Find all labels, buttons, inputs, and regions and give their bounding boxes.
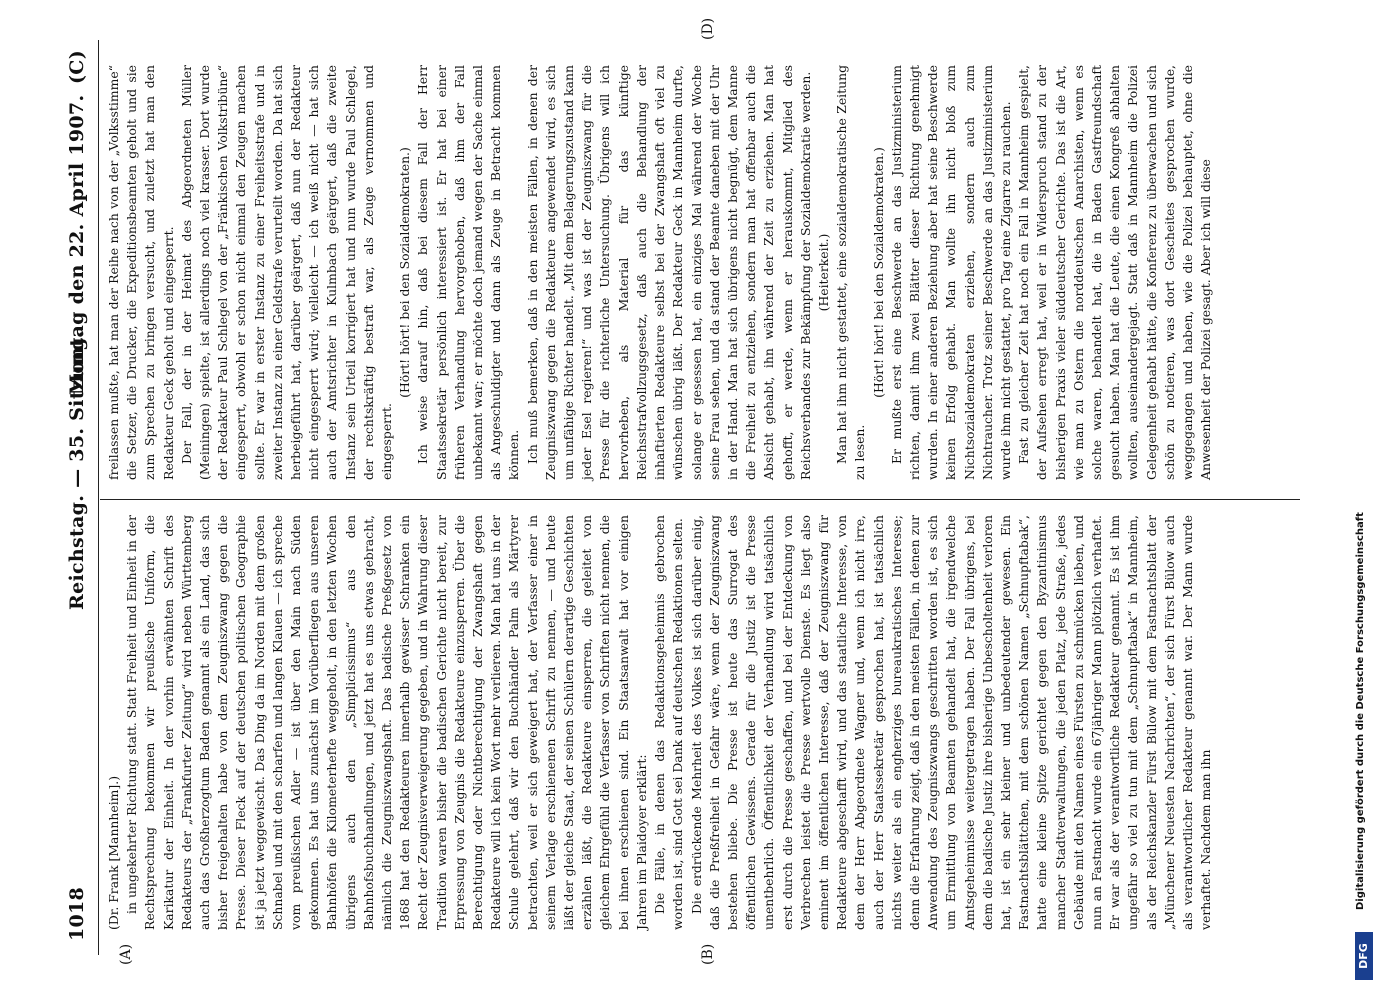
left-paragraph: Die Fälle, in denen das Redaktionsgeheimnis gebrochen worden ist, sind Gott sei Dank auf deutschen Redaktionen selten. <box>652 515 686 930</box>
right-paragraph: Man hat ihm nicht gestattet, eine sozialdemokratische Zeitung zu lesen. <box>834 65 868 480</box>
left-column <box>105 515 1215 930</box>
left-paragraph: Die erdrückende Mehrheit des Volkes ist sich darüber einig, daß die Preßfreiheit in Gefahr wäre, wenn der Zeugniszwang bestehen bliebe. Die Presse ist heute das Surrogat des öffentlichen Gewissens. Gerade für die Justiz ist die Presse unentbehrlich. Öffentlichkeit der Verhandlung wird tatsächlich erst durch die Presse geschaffen, und bei der Entdeckung von Verbrechen leistet die Presse wertvolle Dienste. Es liegt also eminent im öffentlichen Interesse, daß der Zeugniszwang für Redakteure abgeschafft wird, und das staatliche Interesse, von dem der Herr Abgeordnete Wagner und, wenn ich nicht irre, auch der Herr Staatssekretär gesprochen hat, ist tatsächlich nichts weiter als ein engherziges bureaukratisches Interesse; denn die Erfahrung zeigt, daß in den meisten Fällen, in denen zur Anwendung des Zeugniszwangs geschritten worden ist, es sich um Ermittlung von Beamten gehandelt hat, die irgendwelche Amtsgeheimnisse weitergetragen haben. Der Fall übrigens, bei dem die badische Justiz ihre bisherige Unbescholtenheit verloren hat, ist ein sehr kleiner und unbedeutender gewesen. Ein Fastnachtsblättchen, mit dem schönen Namen „Schnupftabak“, hatte eine kleine Spitze gerichtet gegen den Byzantinismus mancher Stadtverwaltungen, die jeden Platz, jede Straße, jedes Gebäude mit den Namen eines Fürsten zu schmücken lieben, und nun an Fastnacht wurde ein 67jähriger Mann plötzlich verhaftet. Er war als der verantwortliche Redakteur genannt. Es ist ihm ungefähr so viel zu tun mit dem „Schnupftabak“ in Mannheim, als der Reichskanzler Fürst Bülow mit dem Fastnachtsblatt der „Münchener Neuesten Nachrichten“, der sich Fürst Bülow auch als verantwortlicher Redakteur genannt war. Der Mann wurde verhaftet. Nachdem man ihn <box>688 515 1214 930</box>
interjection: (Hört! hört! bei den Sozialdemokraten.) <box>870 147 886 398</box>
header-session: Reichstag. — 35. Sitzung. <box>66 330 88 610</box>
header-right-mark: (C) <box>66 50 88 85</box>
funding-note: Digitalisierung gefördert durch die Deutsche Forschungsgemeinschaft <box>1355 512 1366 910</box>
dfg-logo: DFG <box>1355 932 1373 980</box>
right-paragraph: Er mußte erst eine Beschwerde an das Justizministerium richten, damit ihm zwei Blätter dieser Richtung genehmigt wurden. In einer anderen Beziehung aber hat seine Beschwerde keinen Erfolg gehabt. Man wollte ihn nicht bloß zum Nichtsozialdemokraten erziehen, sondern auch zum Nichtraucher. Trotz seiner Beschwerde an das Justizministerium wurde ihm nicht gestattet, pro Tag eine Zigarre zu rauchen. <box>888 65 1013 480</box>
right-paragraph: Ich muß bemerken, daß in den meisten Fällen, in denen der Zeugniszwang gegen die Redakteure angewendet wird, es sich um unfähige Richter handelt. „Mit dem Belagerungszustand kann jeder Esel regieren!“ und was ist der Zeugniszwang für die Presse für die richterliche Untersuchung. Übrigens will ich hervorheben, als Material für das künftige Reichsstrafvollzugsgesetz, daß auch die Behandlung der inhaftierten Redakteure selbst bei der Zwangshaft oft viel zu wünschen übrig läßt. Der Redakteur Geck in Mannheim durfte, solange er gesessen hat, ein einziges Mal während der Woche seine Frau sehen, und da stand der Beamte daneben mit der Uhr in der Hand. Man hat sich übrigens nicht begnügt, dem Manne die Freiheit zu entziehen, sondern man hat offenbar auch die Absicht gehabt, ihn während der Zeit zu erziehen. Man hat gehofft, er werde, wenn er herauskommt, Mitglied des Reichsverbandes zur Bekämpfung der Sozialdemokratie werden. <box>524 65 813 480</box>
right-column <box>105 65 1215 480</box>
margin-mark-d: (D) <box>700 17 716 40</box>
right-paragraph: Ich weise darauf hin, daß bei diesem Fall der Herr Staatssekretär persönlich interessiert ist. Er hat bei einer früheren Verhandlung hervorgehoben, daß ihm der Fall unbekannt war; er möchte doch jemand wegen der Sache einmal als Angeschuldigter und dann als Zeuge in Betracht kommen können. <box>415 65 522 480</box>
right-paragraph: Fast zu gleicher Zeit hat noch ein Fall in Mannheim gespielt, der Aufsehen erregt hat, weil er in Widerspruch stand zu der bisherigen Praxis vieler süddeutscher Gerichte. Das ist die Art, wie man zu Ostern die norddeutschen Anarchisten, wenn es solche waren, behandelt hat, die in Baden Gastfreundschaft gesucht haben. Man hat die Leute, die einen Kongreß abhalten wollten, auseinandergejagt. Statt daß in Mannheim die Polizei Gelegenheit gehabt hätte, die Konferenz zu überwachen und sich schön zu notieren, was dort Gescheites gesprochen wurde, weggegangen und haben, wie die Polizei behauptet, ohne die Anwesenheit der Polizei gesagt. Aber ich will diese <box>1016 65 1214 480</box>
margin-mark-b: (B) <box>700 943 716 965</box>
left-paragraph: in ungekehrter Richtung statt. Statt Freiheit und Einheit in der Rechtsprechung bekommen wir preußische Uniform, die Karikatur der Einheit. In der vorhin erwähnten Schrift des Redakteurs der „Frankfurter Zeitung“ wird neben Württemberg auch das Großherzogtum Baden genannt als ein Land, das sich bisher freigehalten habe von dem Zeugniszwang gegen die Presse. Dieser Fleck auf der deutschen politischen Geographie ist ja jetzt weggewischt. Das Ding da im Norden mit dem großen Schnabel und mit den scharfen und langen Klauen — ich spreche vom preußischen Adler — ist über den Main nach Süden gekommen. Es hat uns zunächst im Vorüberfliegen aus unseren Bahnhöfen die Kilometerhefte weggeholt, in den letzten Wochen übrigens auch den „Simplicissimus“ aus den Bahnhofsbuchhandlungen, und jetzt hat es uns etwas gebracht, nämlich die Zeugniszwangshaft. Das badische Preßgesetz von 1868 hat den Redakteuren innerhalb gewisser Schranken ein Recht der Zeugnisverweigerung gegeben, und in Wahrung dieser Tradition waren bisher die badischen Gerichte nicht bereit, zur Erpressung von Zeugnis die Redakteure einzusperren. Über die Berechtigung oder Nichtberechtigung der Zwangshaft gegen Redakteure will ich kein Wort mehr verlieren. Man hat uns in der Schule gelehrt, daß wir den Buchhändler Palm als Märtyrer betrachten, weil er sich geweigert hat, der Verfasser einer in seinem Verlage erschienenen Schrift zu nennen, — und heute läßt der gleiche Staat, der seinen Schülern derartige Geschichten erzählen läßt, die Redakteure einsperren, die geleitet von gleichem Ehrgefühl die Verfasser von Schriften nicht nennen, die bei ihnen erschienen sind. Ein Staatsanwalt hat vor einigen Jahren im Plaidoyer erklärt: <box>124 514 649 930</box>
right-paragraph: freilassen mußte, hat man der Reihe nach von der „Volksstimme“ die Setzer, die Drucker, die Expeditionsbeamten geholt und sie zum Sprechen zu bringen versucht, und zuletzt hat man den Redakteur Geck geholt und eingesperrt. <box>106 65 176 480</box>
speaker-label: (Dr. Frank [Mannheim].) <box>106 775 121 930</box>
interjection: (Hört! hört! bei den Sozialdemokraten.) <box>397 147 413 398</box>
right-paragraph: Der Fall, der in der Heimat des Abgeordneten Müller (Meiningen) spielte, ist allerdings noch viel krasser. Dort wurde der Redakteur Paul Schlegel von der „Fränkischen Volkstribüne“ eingesperrt, obwohl er schon nicht einmal den Zeugen machen sollte. Er war in erster Instanz zu einer Freiheitsstrafe und in zweiter Instanz zu einer Geldstrafe verurteilt worden. Da hat sich herbeigeführt hat, darüber geärgert, daß nun der Redakteur nicht eingesperrt wird; vielleicht — ich weiß nicht — hat sich auch der Amtsrichter in Kulmbach geärgert, daß die zweite Instanz sein Urteil korrigiert hat und nun wurde Paul Schlegel, der rechtskräftig bestraft war, als Zeuge vernommen und eingesperrt. <box>178 65 395 480</box>
margin-mark-a: (A) <box>118 943 134 965</box>
column-divider <box>100 499 1300 500</box>
interjection: (Heiterkeit.) <box>815 233 831 312</box>
page-number: 1018 <box>66 886 88 941</box>
header-date: Montag den 22. April 1907. <box>66 94 88 395</box>
page-header <box>62 40 99 955</box>
